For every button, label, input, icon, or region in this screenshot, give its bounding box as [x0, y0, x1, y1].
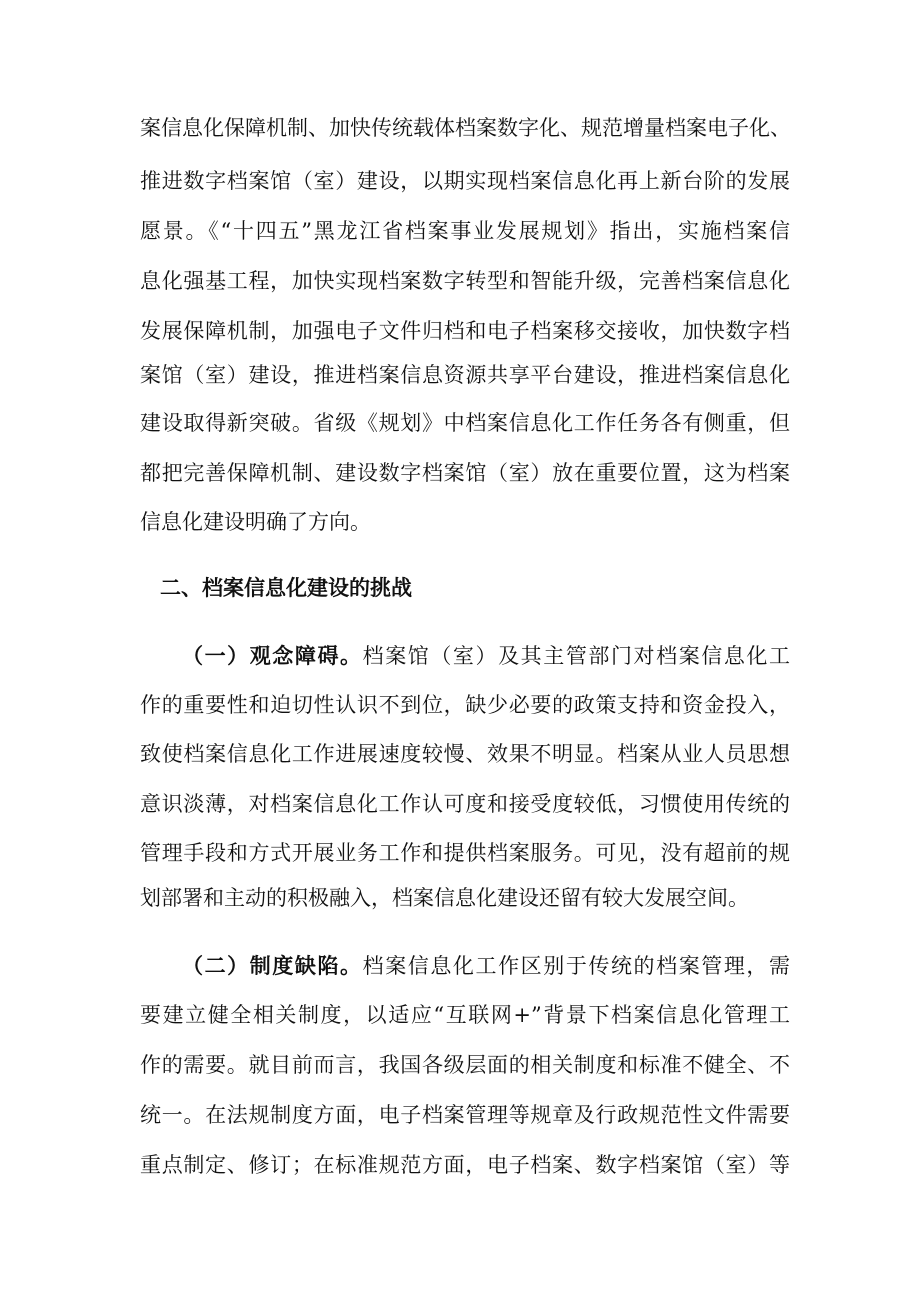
paragraph-line: 息化强基工程，加快实现档案数字转型和智能升级，完善档案信息化 [140, 269, 790, 293]
paragraph-line: 愿景。《“十四五”黑龙江省档案事业发展规划》指出，实施档案信 [140, 219, 790, 243]
paragraph-line: 重点制定、修订；在标准规范方面，电子档案、数字档案馆（室）等 [140, 1153, 790, 1177]
paragraph-line: 统一。在法规制度方面，电子档案管理等规章及行政规范性文件需要 [140, 1103, 790, 1127]
paragraph-line: 案信息化保障机制、加快传统载体档案数字化、规范增量档案电子化、 [140, 116, 791, 140]
section-heading: 二、档案信息化建设的挑战 [160, 575, 412, 600]
item1-first-line-text: 档案馆（室）及其主管部门对档案信息化工 [362, 644, 791, 668]
paragraph-line: 信息化建设明确了方向。 [140, 510, 371, 534]
paragraph-line: 作的重要性和迫切性认识不到位，缺少必要的政策支持和资金投入， [140, 693, 790, 717]
paragraph-line: 推进数字档案馆（室）建设，以期实现档案信息化再上新台阶的发展 [140, 169, 790, 193]
paragraph-line: 都把完善保障机制、建设数字档案馆（室）放在重要位置，这为档案 [140, 461, 790, 485]
paragraph-line: 发展保障机制，加强电子文件归档和电子档案移交接收，加快数字档 [140, 319, 790, 343]
item2-first-line [182, 951, 790, 981]
item2-lead: （二）制度缺陷。 [182, 953, 363, 978]
paragraph-line: 案馆（室）建设，推进档案信息资源共享平台建设，推进档案信息化 [140, 363, 790, 387]
paragraph-line: 建设取得新突破。省级《规划》中档案信息化工作任务各有侧重，但 [140, 411, 790, 435]
paragraph-line: 划部署和主动的积极融入，档案信息化建设还留有较大发展空间。 [140, 886, 749, 910]
item1-first-line [182, 641, 790, 671]
paragraph-line: 致使档案信息化工作进展速度较慢、效果不明显。档案从业人员思想 [140, 742, 790, 766]
paragraph-line: 意识淡薄，对档案信息化工作认可度和接受度较低，习惯使用传统的 [140, 792, 790, 816]
paragraph-line: 管理手段和方式开展业务工作和提供档案服务。可见，没有超前的规 [140, 841, 790, 865]
paragraph-line: 要建立健全相关制度，以适应“互联网+”背景下档案信息化管理工 [140, 1003, 790, 1027]
item1-lead: （一）观念障碍。 [182, 643, 363, 668]
item2-first-line-text: 档案信息化工作区别于传统的档案管理，需 [362, 954, 791, 978]
paragraph-line: 作的需要。就目前而言，我国各级层面的相关制度和标准不健全、不 [140, 1053, 790, 1077]
